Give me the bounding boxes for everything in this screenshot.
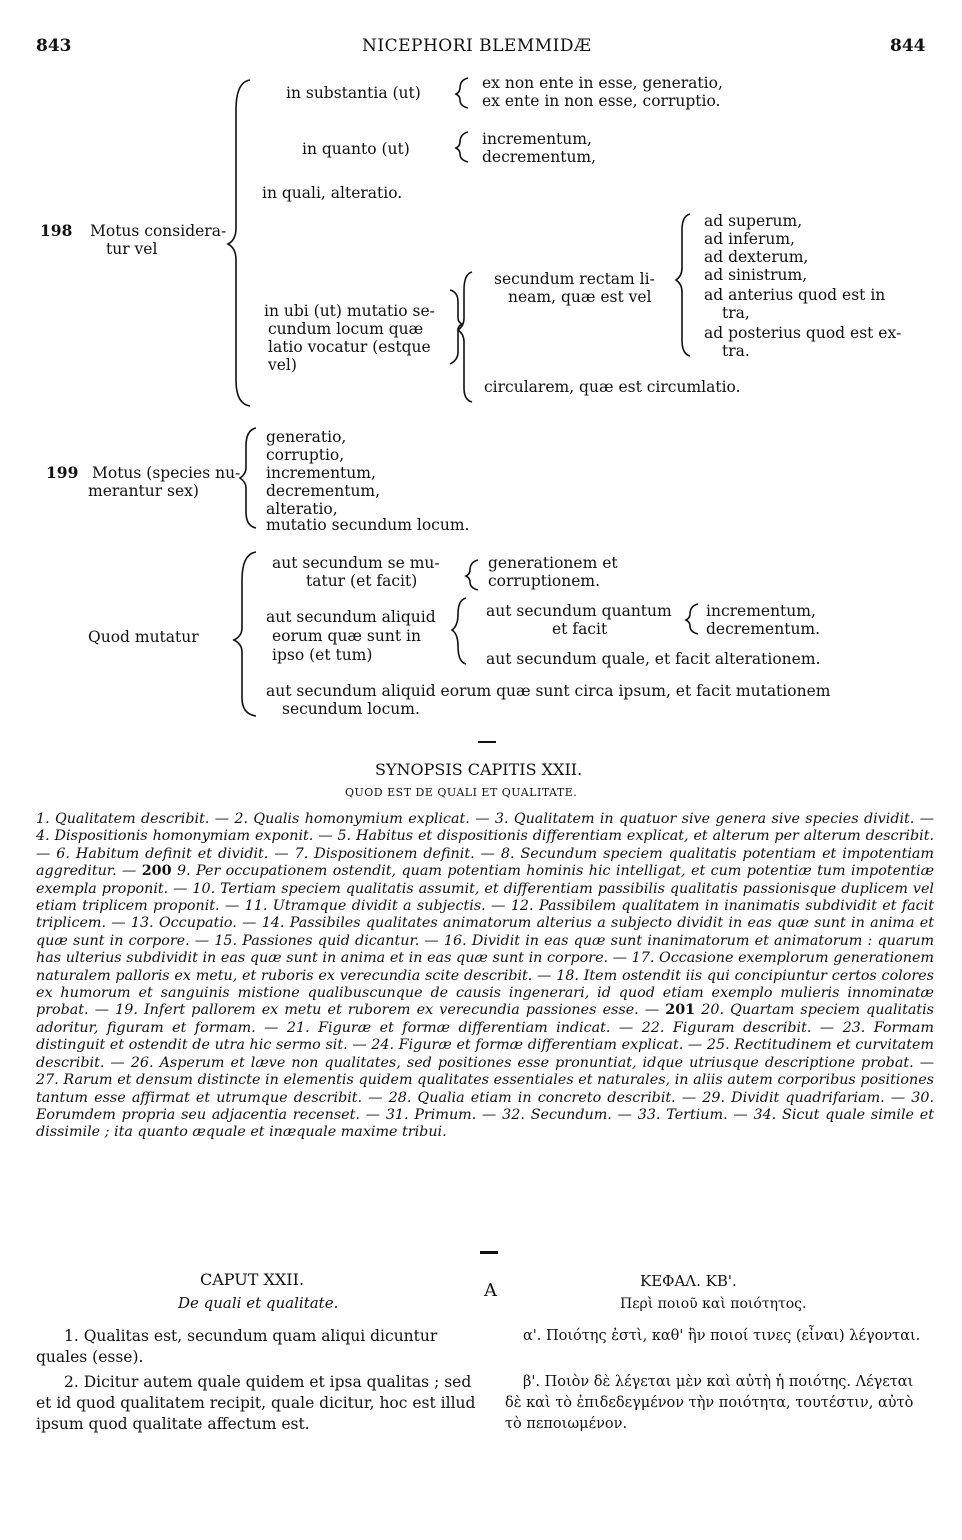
motus198-label-line: tur vel [106,240,158,258]
synopsis-part: 20. Quartam speciem qualitatis adoritur, figuram et formam. — 21. Figuræ et formæ differentiam indicat. — 22. Figuram describit. — 23. Formam distinguit et ostendit de utra hic sermo sit. — 24. Figuræ et formæ differentiam explicat. — 25. Rectitudinem et curvitatem describit. — 26. Asperum et læve non qualitates, sed positiones esse pronuntiat, idque utriusque descriptione probat. — 27. Rarum et densum distincte in elementis quidem qualitates essentiales et naturales, in aliis autem corporibus positiones tantum esse affirmat et utrumque describit. — 28. Qualia etiam in concreto describit. — 29. Dividit quadrifariam. — 30. Eorumdem propria seu adjacentia recenset. — 31. Primum. — 32. Secundum. — 33. Tertium. — 34. Sicut quale simile et dissimile ; ita quanto æquale et inæquale maxime tribui. [36,1002,935,1141]
page-number-right: 844 [890,36,926,56]
column-marker: A [484,1280,497,1301]
synopsis-text [36,811,934,1142]
caput-title: CAPUT XXII. [200,1270,305,1289]
recta-line: secundum rectam li- [494,270,655,288]
quod-quantum-line: aut secundum quantum [486,602,672,620]
separator-dash [478,741,496,743]
ubi-label-line: cundum locum quæ [268,320,424,338]
section-number-199: 199 [46,463,79,482]
latin-paragraph-2: 2. Dicitur autem quale quidem et ipsa qualitas ; sed et id quod qualitatem recipit, quale dicitur, hoc est illud ipsum quod qualitate affectum est. [36,1373,476,1433]
direction-item: tra, [722,304,750,322]
motus199-item: incrementum, [266,464,376,482]
motus199-item: corruptio, [266,446,345,464]
quanto-label: in quanto (ut) [302,140,410,158]
section-number-200: 200 [141,863,172,880]
synopsis-subtitle: QUOD EST DE QUALI ET QUALITATE. [345,786,578,799]
motus199-item: alteratio, [266,500,338,518]
quod-se-line: tatur (et facit) [306,572,418,590]
motus199-item: generatio, [266,428,347,446]
ubi-label-line: in ubi (ut) mutatio se- [264,302,435,320]
latin-paragraph-1: 1. Qualitas est, secundum quam aliqui dicuntur quales (esse). [36,1327,438,1366]
quod-quantum-item: decrementum. [706,620,821,638]
greek-subtitle: Περὶ ποιοῦ καὶ ποιότητος. [620,1296,807,1312]
substantia-label: in substantia (ut) [286,84,421,102]
motus199-label-line: Motus (species nu- [92,464,241,482]
quod-aliquid-line: aut secundum aliquid [266,608,436,626]
direction-item: ad anterius quod est in [704,286,886,304]
direction-item: ad sinistrum, [704,266,808,284]
quod-quantum-item: incrementum, [706,602,816,620]
quod-se-line: aut secundum se mu- [272,554,440,572]
running-title: NICEPHORI BLEMMIDÆ [362,36,592,56]
motus198-label-line: Motus considera- [90,222,227,240]
synopsis-part: 1. Qualitatem describit. — 2. Qualis homonymium explicat. — 3. Qualitatem in quatuor sive genera sive species dividit. — 4. Dispositionis homonymiam exponit. — 5. Habitus et dispositionis differentiam explicat, et alterum per alterum describit. — 6. Habitum definit et dividit. — 7. Dispositionem definit. — 8. Secundum speciem qualitatis potentiam et impotentiam aggreditur. — [36,811,934,880]
quanto-item: incrementum, [482,130,592,148]
quod-se-item: generationem et [488,554,618,572]
substantia-item: ex ente in non esse, corruptio. [482,92,721,110]
quod-label: Quod mutatur [88,628,199,646]
greek-paragraph-2: β'. Ποιὸν δὲ λέγεται μὲν καὶ αὐτὴ ἡ ποιότης. Λέγεται δὲ καὶ τὸ ἐπιδεδεγμένον τὴν ποιότητα, τουτέστιν, αὐτὸ τὸ πεποιωμένον. [505,1374,914,1432]
quod-se-item: corruptionem. [488,572,601,590]
synopsis-title: SYNOPSIS CAPITIS XXII. [375,760,583,779]
quod-quantum-line: et facit [552,620,608,638]
circularem-line: circularem, quæ est circumlatio. [484,378,741,396]
ubi-label-line: vel) [268,356,297,374]
section-number-201: 201 [665,1002,696,1019]
greek-paragraph-1: α'. Ποιότης ἐστὶ, καθ' ἣν ποιοί τινες (εἶναι) λέγονται. [523,1328,921,1344]
synopsis-part: 9. Per occupationem ostendit, quam potentiam hominis hic intelligat, et cum potentiæ tum impotentiæ exempla proponit. — 10. Tertiam speciem qualitatis assumit, et differentiam passibilis qualitatis passionisque duplicem vel etiam triplicem proponit. — 11. Utramque dividit a subjectis. — 12. Passibilem qualitatem in inanimatis subdividit et facit triplicem. — 13. Occupatio. — 14. Passibiles qualitates animatorum alterius a subjecto dividit in eas quæ sunt in anima et quæ sunt in corpore. — 15. Passiones quid dicantur. — 16. Dividit in eas quæ sunt inanimatorum et animatorum : quarum has ulterius subdividit in eas quæ sunt in anima et in eas quæ sunt in corpore. — 17. Occasione exemplorum generationem naturalem palloris ex metu, et ruboris ex verecundia scite describit. — 18. Item ostendit iis qui concipiuntur certos colores ex humorum et sanguinis mistione qualibuscunque de causis ingenerari, id quod etiam exemplo mulieris innominatæ probat. — 19. Infert pallorem ex metu et ruborem ex verecundia passiones esse. — [36,863,935,1019]
greek-title: ΚΕΦΑΛ. ΚΒ'. [640,1272,737,1290]
recta-line: neam, quæ est vel [508,288,652,306]
page-number-left: 843 [36,36,72,56]
direction-item: tra. [722,342,750,360]
substantia-item: ex non ente in esse, generatio, [482,74,723,92]
ubi-label-line: latio vocatur (estque [268,338,431,356]
motus199-label-line: merantur sex) [88,482,199,500]
quod-circa-line: aut secundum aliquid eorum quæ sunt circa ipsum, et facit mutationem [266,682,831,700]
quod-aliquid-line: eorum quæ sunt in [272,627,421,645]
section-number-198: 198 [40,221,73,240]
motus199-item: decrementum, [266,482,381,500]
quod-aliquid-line: ipso (et tum) [272,646,373,664]
motus199-item: mutatio secundum locum. [266,516,470,534]
quod-quale-line: aut secundum quale, et facit alterationem. [486,650,821,668]
direction-item: ad posterius quod est ex- [704,324,902,342]
quod-circa-line: secundum locum. [282,700,420,718]
separator-dash [480,1251,498,1254]
quali-line: in quali, alteratio. [262,184,403,202]
caput-subtitle: De quali et qualitate. [178,1294,339,1312]
direction-item: ad superum, [704,212,803,230]
quanto-item: decrementum, [482,148,597,166]
direction-item: ad inferum, [704,230,795,248]
direction-item: ad dexterum, [704,248,809,266]
